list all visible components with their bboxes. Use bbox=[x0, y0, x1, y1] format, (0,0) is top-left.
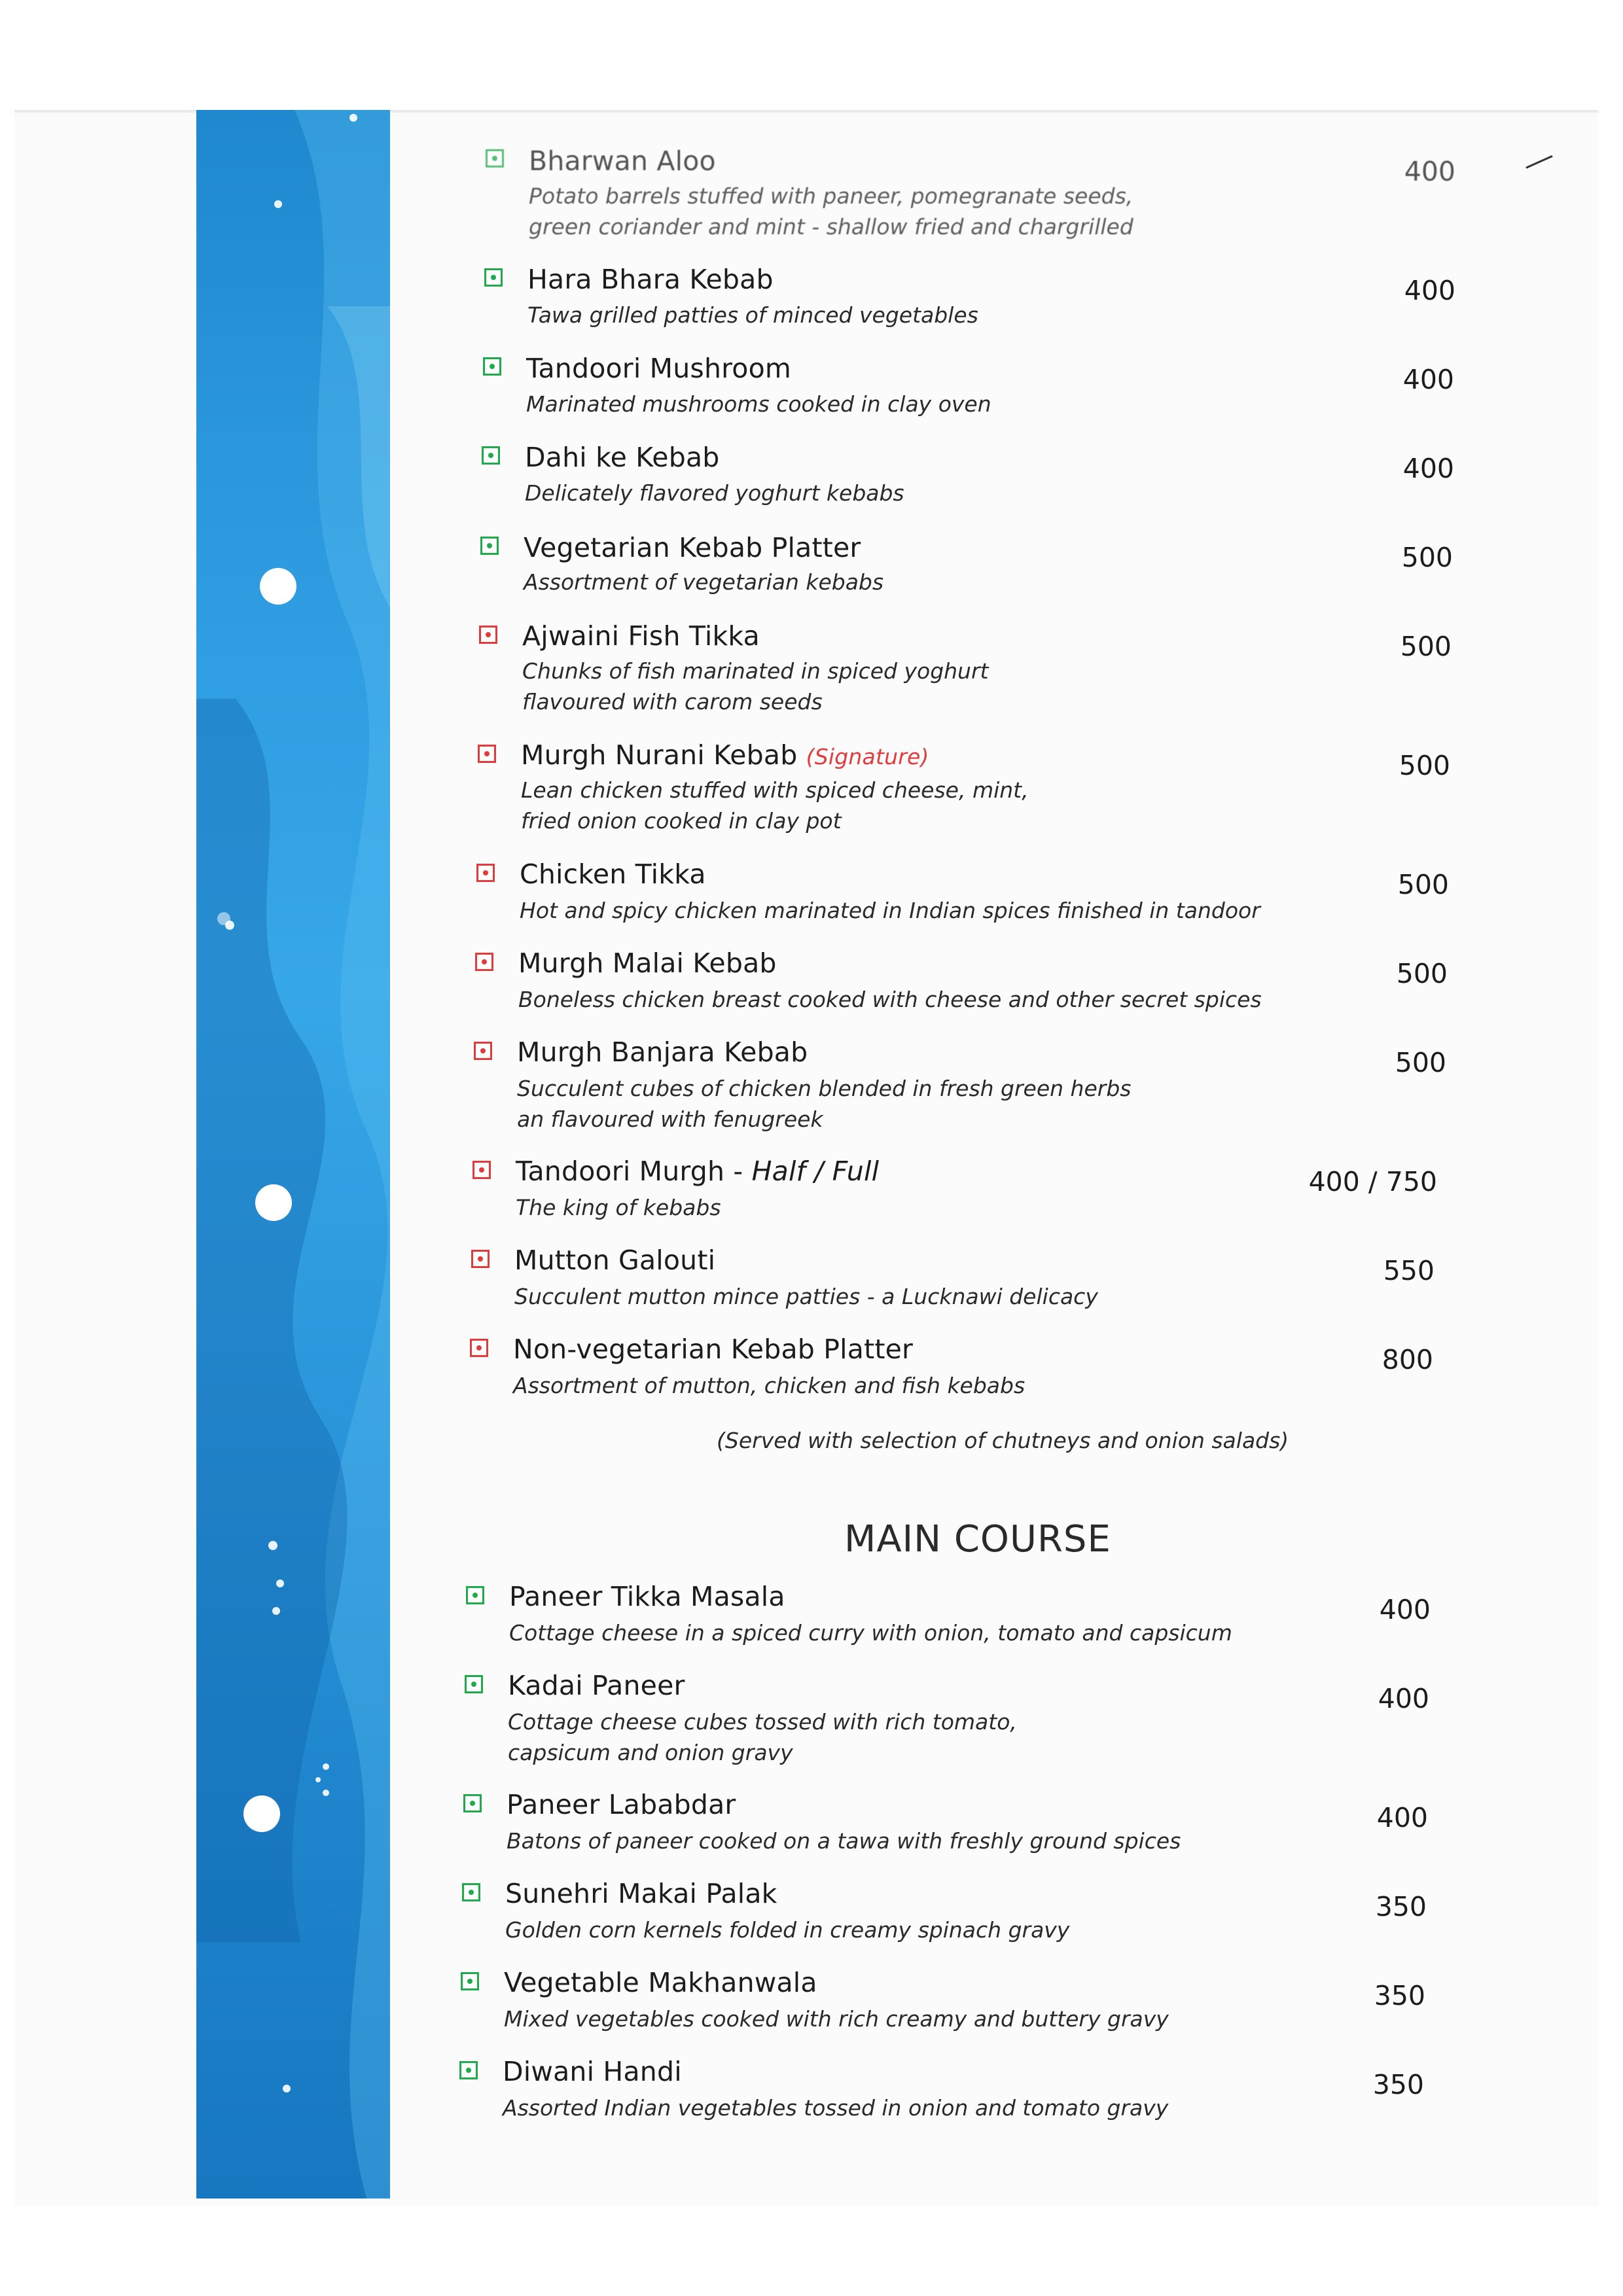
item-price: 350 bbox=[1374, 1980, 1425, 2011]
item-price: 350 bbox=[1375, 1891, 1427, 1922]
item-name: Paneer Lababdar bbox=[507, 1789, 736, 1820]
item-description: fried onion cooked in clay pot bbox=[521, 808, 842, 834]
portion-options: Half / Full bbox=[751, 1156, 880, 1187]
signature-tag: (Signature) bbox=[806, 744, 929, 769]
item-description: flavoured with carom seeds bbox=[522, 689, 823, 715]
item-description: Succulent cubes of chicken blended in fresh green herbs bbox=[517, 1076, 1132, 1101]
item-name bbox=[516, 1156, 879, 1187]
item-name-text: Murgh Nurani Kebab bbox=[521, 739, 798, 771]
item-name: Murgh Malai Kebab bbox=[518, 947, 777, 979]
item-name: Tandoori Mushroom bbox=[526, 353, 792, 384]
item-name: Bharwan Aloo bbox=[529, 145, 716, 177]
item-price: 800 bbox=[1382, 1344, 1433, 1375]
item-name: Vegetable Makhanwala bbox=[504, 1967, 817, 1998]
item-name: Kadai Paneer bbox=[508, 1670, 685, 1701]
item-price: 350 bbox=[1372, 2069, 1424, 2100]
item-price: 400 bbox=[1404, 156, 1455, 187]
item-name: Dahi ke Kebab bbox=[525, 442, 720, 473]
item-price: 400 bbox=[1402, 453, 1454, 484]
item-description: Assorted Indian vegetables tossed in onion and tomato gravy bbox=[503, 2095, 1169, 2121]
section-heading-main-course: MAIN COURSE bbox=[844, 1518, 1111, 1561]
veg-icon bbox=[461, 1972, 479, 1990]
item-price: 400 bbox=[1379, 1594, 1431, 1625]
served-with-note: (Served with selection of chutneys and onion salads) bbox=[717, 1428, 1289, 1453]
item-description: Batons of paneer cooked on a tawa with freshly ground spices bbox=[507, 1828, 1181, 1854]
item-price: 400 bbox=[1376, 1802, 1428, 1833]
item-price: 500 bbox=[1399, 750, 1450, 781]
item-description: Lean chicken stuffed with spiced cheese, mint, bbox=[521, 777, 1029, 803]
item-price: 550 bbox=[1383, 1255, 1435, 1286]
veg-icon bbox=[459, 2061, 478, 2079]
veg-icon bbox=[465, 1675, 483, 1693]
item-description: Chunks of fish marinated in spiced yoghurt bbox=[522, 658, 989, 684]
item-name: Chicken Tikka bbox=[520, 858, 706, 890]
item-description: Cottage cheese cubes tossed with rich tomato, bbox=[508, 1709, 1017, 1735]
item-price: 400 bbox=[1378, 1683, 1429, 1714]
veg-icon bbox=[480, 537, 499, 555]
item-description: Golden corn kernels folded in creamy spinach gravy bbox=[505, 1917, 1070, 1943]
item-description: an flavoured with fenugreek bbox=[517, 1106, 823, 1132]
veg-icon bbox=[486, 149, 504, 168]
veg-icon bbox=[484, 268, 503, 287]
non-veg-icon bbox=[475, 953, 493, 971]
item-description: Hot and spicy chicken marinated in Indian spices finished in tandoor bbox=[520, 898, 1260, 923]
item-price: 500 bbox=[1395, 1047, 1446, 1078]
item-price: 500 bbox=[1400, 631, 1452, 662]
veg-icon bbox=[482, 446, 500, 465]
item-price: 400 / 750 bbox=[1308, 1166, 1437, 1197]
item-name: Mutton Galouti bbox=[514, 1245, 716, 1276]
item-name bbox=[521, 739, 929, 771]
veg-icon bbox=[463, 1794, 482, 1812]
item-name: Paneer Tikka Masala bbox=[509, 1581, 785, 1612]
item-description: Tawa grilled patties of minced vegetables bbox=[527, 302, 978, 328]
item-name: Ajwaini Fish Tikka bbox=[522, 620, 760, 652]
non-veg-icon bbox=[474, 1042, 492, 1060]
item-name: Vegetarian Kebab Platter bbox=[524, 532, 861, 563]
item-description: Boneless chicken breast cooked with cheese and other secret spices bbox=[518, 987, 1262, 1012]
item-name: Murgh Banjara Kebab bbox=[517, 1036, 808, 1068]
veg-icon bbox=[462, 1883, 480, 1901]
item-price: 500 bbox=[1401, 542, 1453, 573]
non-veg-icon bbox=[470, 1339, 488, 1357]
item-description: Marinated mushrooms cooked in clay oven bbox=[526, 391, 991, 417]
non-veg-icon bbox=[478, 745, 496, 763]
non-veg-icon bbox=[479, 626, 497, 644]
item-description: Assortment of vegetarian kebabs bbox=[524, 569, 884, 595]
item-name-text: Tandoori Murgh - bbox=[516, 1156, 752, 1187]
item-description: Succulent mutton mince patties - a Lucknawi delicacy bbox=[514, 1284, 1098, 1309]
non-veg-icon bbox=[476, 864, 495, 882]
item-name: Non-vegetarian Kebab Platter bbox=[513, 1333, 914, 1365]
item-description: Mixed vegetables cooked with rich creamy and buttery gravy bbox=[504, 2006, 1169, 2032]
item-name: Diwani Handi bbox=[503, 2056, 682, 2087]
non-veg-icon bbox=[473, 1161, 491, 1179]
item-description: Delicately flavored yoghurt kebabs bbox=[525, 480, 904, 506]
item-description: green coriander and mint - shallow fried and chargrilled bbox=[529, 214, 1133, 239]
veg-icon bbox=[466, 1586, 484, 1604]
veg-icon bbox=[483, 357, 501, 376]
item-price: 500 bbox=[1397, 869, 1449, 900]
non-veg-icon bbox=[471, 1250, 490, 1268]
item-price: 400 bbox=[1404, 275, 1455, 306]
item-description: Assortment of mutton, chicken and fish kebabs bbox=[513, 1373, 1026, 1398]
item-description: The king of kebabs bbox=[516, 1195, 721, 1220]
item-name: Hara Bhara Kebab bbox=[527, 264, 774, 295]
item-description: capsicum and onion gravy bbox=[508, 1740, 793, 1765]
item-description: Cottage cheese in a spiced curry with onion, tomato and capsicum bbox=[509, 1620, 1232, 1646]
item-price: 400 bbox=[1402, 364, 1454, 395]
item-name: Sunehri Makai Palak bbox=[505, 1878, 777, 1909]
item-description: Potato barrels stuffed with paneer, pomegranate seeds, bbox=[529, 183, 1133, 209]
item-price: 500 bbox=[1396, 958, 1448, 989]
